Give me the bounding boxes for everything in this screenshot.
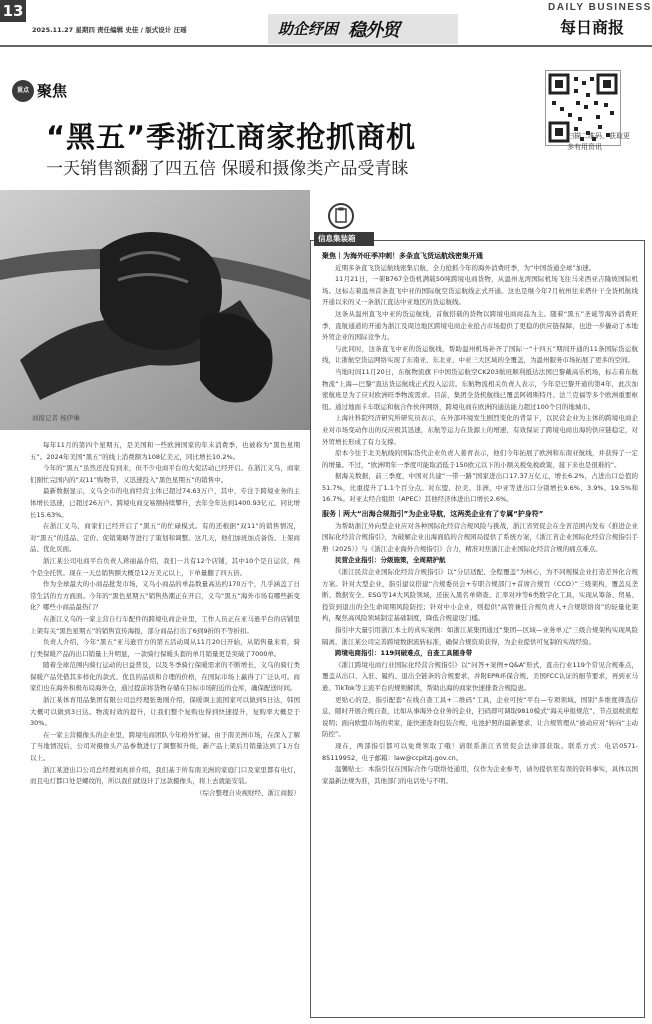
article-paragraph: 每年11月的第四个星期五，是美国和一些欧洲国家的年末消费季，也被称为“黑色星期五”。2024年美国“黑五”的线上消费额为108亿美元，同比增长10.2%。 xyxy=(30,441,300,461)
slogan-part1: 助企纾困 xyxy=(278,20,339,38)
info-subheading: 民营企业指引：分级施策，全周期护航 xyxy=(335,556,446,565)
article-paragraph: 随着全球范围内骑行运动的日益普及，以及冬季骑行保暖需求的不断增长，义乌的骑行类保暖产品凭借其多样化的款式、优良的品质和合理的价格，在国际市场上赢得了广泛认可。商家们也在海外积极布局海外仓，通过提前将货物存储在目标市场附近的仓库，确保配送时间。 xyxy=(30,661,300,693)
article-paragraph: 浙江某体育用品集团有限公司总经理张勇刚介绍，保暖调主流国家可以做到5日达，韩国大概可以做到3日达。物流时效的提升，让我们整个复购也得到快速提升，复购率大概是于30%。 xyxy=(30,696,300,728)
info-paragraph: 当地时间11月20日，东航物流旗下中国货运航空CK203航班顺利抵达法国巴黎戴高乐机场，标志着东航物流“上海—巴黎”直达货运航线正式投入运营。东航物流相关负责人表示，今年是巴黎开通的第4年，此次加密航班是为了应对欧洲旺季物流需求。目前，集团全货机航线已覆盖阿姆斯特丹、法兰克福等多个欧洲重要枢纽。通过地面卡车联运和航合作伙伴网络，跨境电商在欧洲的通达能力超过100个目的地城市。 xyxy=(322,367,638,411)
article-paragraph: 负责人介绍，今年“黑五”亚马逊官方的第五活动周从11月20日开始，从销售量来看，骑行类保暖产品的出口销量上升明显，一款骑行保暖头套的单月销量更是突破了7000单。 xyxy=(30,638,300,658)
article-paragraph: 浙江某公司电商平台负责人蒋丽晶介绍，我们一共有12个店铺，其中10个是自运营，两个是全托管。现在一天总销售额大概是12万美元以上，下单量翻了四五倍。 xyxy=(30,556,300,577)
info-paragraph: 上海社科院经济研究所研究员表示，在外部环境发生剧烈变化的背景下，以民营企业为主体的跨境电商企业对市场变动作出的反应极其迅速，东航等运力在货源上的增速，有效保证了跨境电商出海的供应链稳定，对外贸增长形成了有力支撑。 xyxy=(322,414,638,446)
info-paragraph: 更贴心的是，指引配套“在线自查工具+二维码”工具，企业可按“平台—专项领域、国别”多维度筛选信息，随时开展合规自查，比如从事海外仓业务的企业，扫码即可调取9810模式“海关申报规范”、节点退税流程说明；面向欧盟市场的卖家，能快速查询包装合规、电池护照的最新要求，让合规管理从“被动应对”转向“主动防控”。 xyxy=(322,695,638,739)
info-paragraph: 《浙江民营企业国际化经营合规指引》以“分层适配、全程覆盖”为核心，为不同规模企业打造差异化合规方案。针对大型企业，指引建议搭建“合规委员会+专职合规部门+首席合规官（CCO）”三级架构，覆盖反垄断、数据安全、ESG等14大风险领域，还嵌入黑名单筛查、汇率对冲等6类数字化工具，实现从筹备、贸易、投资到退出的全生命周期风险防控；针对中小企业，则提供“高管兼任合规负责人+合规联络岗”的轻量化架构，聚焦高风险领域制定基础制度，降低合规建设门槛。 xyxy=(322,568,638,623)
info-paragraph: 11月21日，一架B767全货机满载50吨跨境电商货物，从温州龙湾国际机场飞往马来西亚吉隆坡国际机场。这标志着温州首条直飞中亚的国际航空货运航线正式开通。这也是继今年7月杭州往来塔什干全货机航线开通以来的又一条浙江直达中亚地区的货运航线。 xyxy=(322,275,638,307)
article-paragraph: 在一家主营摄像头的企业里，跨境电商团队今年格外忙碌。由于南美洲市场，在深入了解了当地情况后，公司对摄像头产品参数进行了调整和升级，新产品上架后月销量达到了1万台以上。 xyxy=(30,730,300,763)
info-paragraph: 《浙江跨境电商行业国际化经营合规指引》以“问答+案例+Q&A”形式，直击行业119个常见合规难点，覆盖从出口、入驻、履约、退出全链条的合规要求，并附EPR环保合规、美国FCC认证的细节要求，再到亚马逊、TikTok等主流平台的规则解读，帮助出海的商家快速排查合规隐患。 xyxy=(322,660,638,692)
info-box-label: 信息集装箱 xyxy=(318,234,356,243)
info-paragraph: 近期多条直飞货运航线密集启航，全力抢抓今年的海外消费旺季，为“中国货通全球”加速。 xyxy=(335,263,596,272)
dateline: 2025.11.27 星期四 责任编辑 史佳 / 版式设计 汪瑶 xyxy=(32,26,187,34)
article-paragraph: 在浙江义乌的一家主营自行车配件的跨境电商企业里，工作人员正在亚马逊平台的店铺里上架有关“黑色星期五”的销售宣传海报，部分商品打出了6到9折的不等折扣。 xyxy=(30,614,300,635)
info-paragraph: 现在，两部指引都可以免费领取了哦！请联系浙江省贸促会法律部获取。联系方式：电话0571-85119952，电子邮箱：law@ccpitzj.gov.cn。 xyxy=(322,741,638,762)
info-paragraph: 为帮助浙江外向型企业应对各种国际化经营合规风险与挑战，浙江省贸促会在全省范围内发布《推进企业国际化经营合规指引》，为破解企业出海面临的合规困局提供了系统方案，《浙江省企业国际化经营合规指引手册（2025）》与《浙江企业海外合规指引》合力，精准对焦浙江企业国际化经营合规的痛点难点。 xyxy=(322,521,638,553)
info-paragraph: 温馨贴士：本指引仅在国际合作与联络处通用，仅作为企业参考，请勿提供至有误的资料事实，具体以国家最新法规为准，其他部门的电话处与不明。 xyxy=(322,765,638,785)
info-subheading: 跨境电商指引：119问破难点，自查工具随身带 xyxy=(335,649,473,658)
article-body xyxy=(30,440,300,1010)
article-credit: （综合整理自央视财经、浙江商报） xyxy=(196,788,300,797)
clipboard-icon xyxy=(328,203,354,229)
info-paragraph: 原本今往于北美航线的国际货代企业负责人姜青表示，他们今年拓展了欧洲和东南亚航线，并获得了一定的增量。不过，“欧洲明年一季度可能取消低于150欧元以下的小额关税免税政策，接下来也是很难的”。 xyxy=(322,449,638,469)
brand-english: DAILY BUSINESS xyxy=(548,2,652,13)
article-paragraph: 浙江某进出口公司总经理刘兆祥介绍，我们基于所有南美洲的家庭门口及家里都有电灯，而且电灯都口处是螺纹的，所以我们就设计了这款摄像头，将上去就能安装。 xyxy=(30,765,300,786)
header-divider xyxy=(0,45,652,47)
slogan-part2: 稳外贸 xyxy=(348,20,399,41)
info-paragraph: 与此同时，这条直飞中亚的货运航线，帮助温州机场补齐了国际一“十四五”期间开通的11条国际货运航线，让浙航空货运网络实现了东南亚、东北亚、中亚三大区域的全覆盖，为温州服务市场拓展了更多的空间。 xyxy=(322,344,638,365)
subheadline: 一天销售额翻了四五倍 保暖和摄像类产品受青睐 xyxy=(46,159,409,179)
article-paragraph: 最新数据显示，义乌全市的电商经营主体已超过74.63万户，其中，专注于跨境业务的主体增长迅速，已超过26万户。跨境电商交易额持续攀升，去年全年达到1400.93亿元，同比增长15.63%。 xyxy=(30,487,300,519)
info-paragraph: 指引中大量引用浙江本土的真实案例：如浙江某集团通过“集团—区域—业务单元”三级合规架构实现风险隔离，浙江某公司完善跨境数据流转标准，确保合规资质获得，为企业提供可复制的实战经验。 xyxy=(322,626,638,646)
headline: “黑五”季浙江商家抢抓商机 xyxy=(46,120,417,154)
qr-caption: 扫描二维码，获取更多有用资讯 xyxy=(567,132,630,151)
article-paragraph: 在浙江义乌，商家们已经开启了“黑五”的忙碌模式。有的还根据“双11”的销售情况，对“黑五”的选品、定价、促销策略等进行了策划和调整。这几天，他们加班加点备货、上架商品、优化页面。 xyxy=(30,522,300,554)
page-number: 13 xyxy=(0,0,26,22)
gloves-photo xyxy=(0,190,310,430)
article-paragraph: 作为全球最大的小商品批发市场，义乌小商品的单品数量高达约170万个，几乎涵盖了日常生活的方方面面。今年的“黑色星期五”销售热潮正在开启，义乌“黑五”海外市场有哪些新变化？哪些小商品最热门？ xyxy=(30,580,300,612)
info-section-title: 聚焦｜为海外旺季冲刺！多条直飞货运航线密集开通 xyxy=(322,252,483,260)
brand-chinese: 每日商报 xyxy=(560,18,625,37)
info-section-title: 服务｜两大“出海合规指引”为企业导航，这两类企业有了专属“护身符” xyxy=(322,510,544,519)
info-paragraph: 这条从温州直飞中亚的货运航线，首航搭载的货物以跨境电商商品为主。随着“黑五”圣诞等海外消费旺季，直航通道的开通为浙江及周边地区跨境电商企业抢占市场提供了更稳的供应链保障，也进一步撬动了本地外贸企业的国际竞争力。 xyxy=(322,309,638,342)
article-paragraph: 今年的“黑五”虽然还没有到来，但不少电商平台的大促活动已经开启。在浙江义乌，商家们刚忙完国内的“双11”购物节，又迅速投入“黑色星期五”的销售中。 xyxy=(30,464,300,484)
byline: 商报记者 杨伊琳 xyxy=(32,414,80,422)
section-badge: 重点 xyxy=(12,80,34,102)
info-paragraph: 据海关数据，前三季度，中国对共建“一带一路”国家进出口17.37万亿元，增长6.2%，占进出口总值的51.7%，比重提升了1.1个百分点。对东盟、拉美、非洲、中亚等进出口分别增长9.6%、3.9%、19.5%和16.7%。对亚太经合组织（APEC）其他经济体进出口增长2.6%。 xyxy=(322,472,638,504)
section-label: 聚焦 xyxy=(37,82,68,100)
info-box-body xyxy=(322,248,638,1010)
